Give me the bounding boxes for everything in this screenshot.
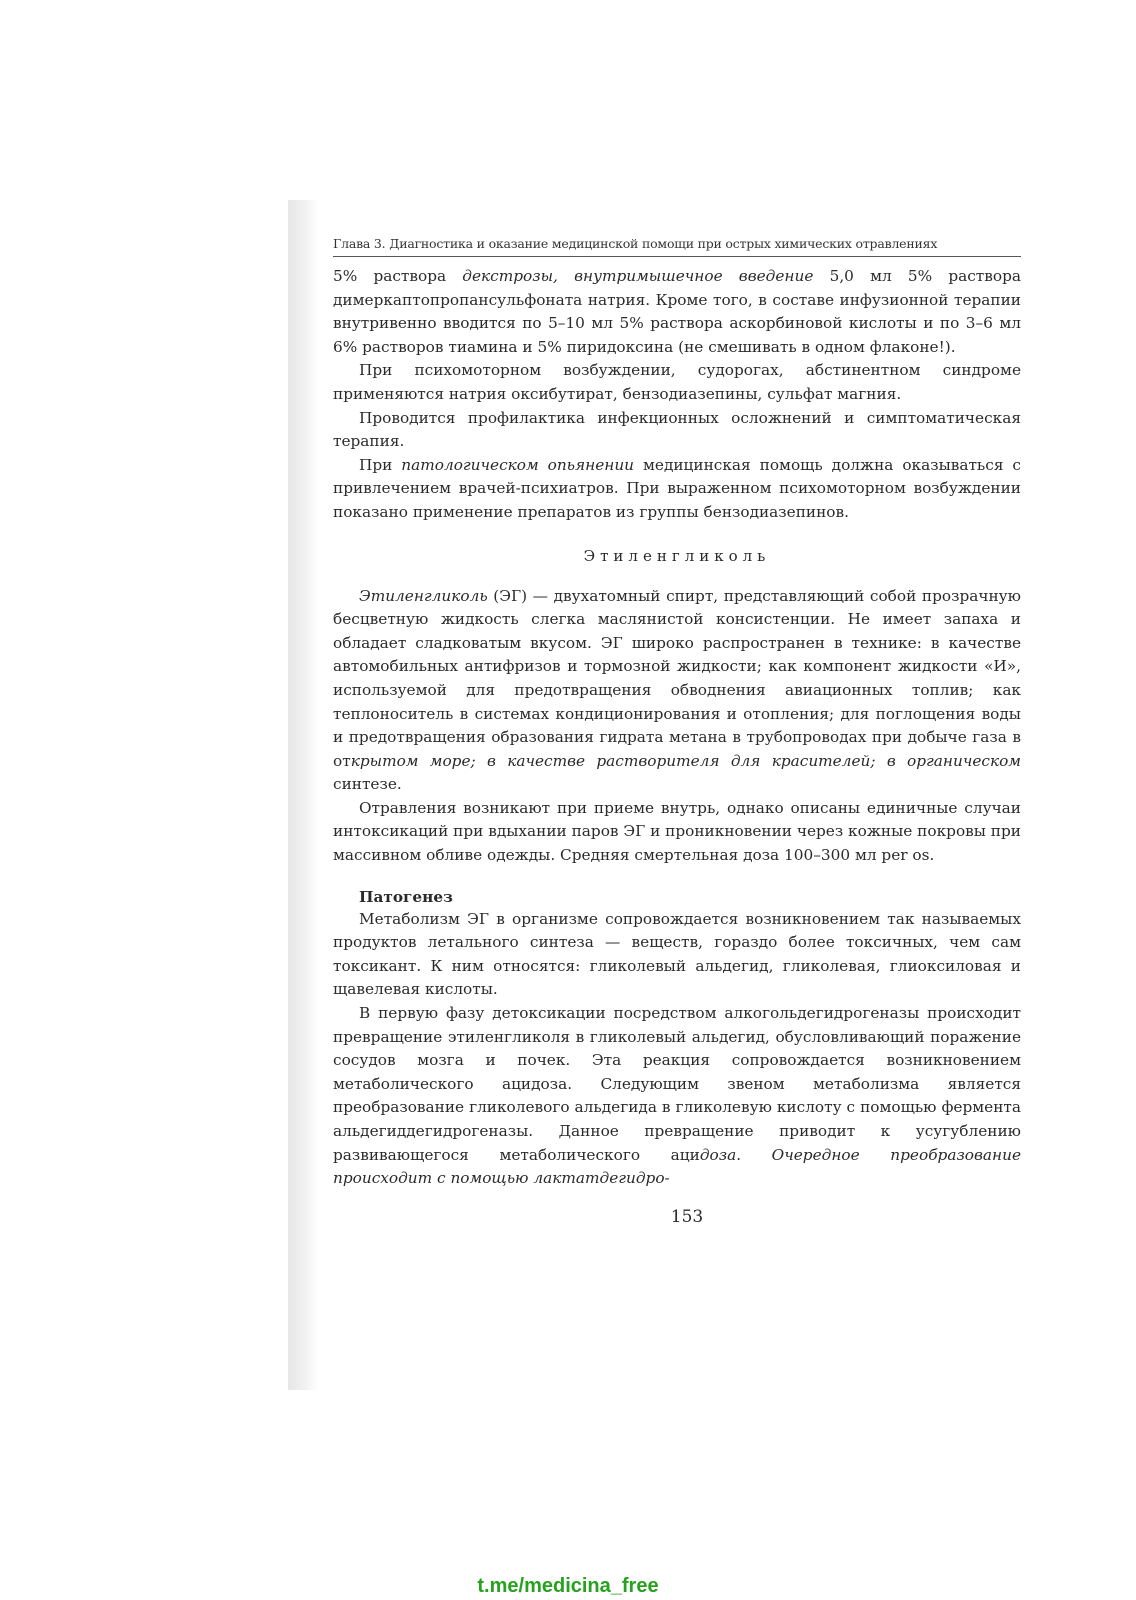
italic-text-run: доза. Очередное преобразование происходит с помощью лактатдегидро-	[333, 1145, 1022, 1188]
page-number: 153	[670, 1206, 704, 1227]
text-run: При	[359, 455, 402, 474]
book-page	[333, 236, 1021, 1227]
italic-text-run: крытом море; в качестве растворителя для красителей; в органическом	[350, 751, 1021, 770]
paragraph-pathogenesis-2	[333, 1002, 1021, 1191]
text-run: 5% раствора	[333, 267, 463, 285]
paragraph-intro-4	[333, 454, 1021, 525]
paragraph-intro-2: При психомоторном возбуждении, судорогах, абстинентном синдроме применяются натрия оксибутират, бензодиазепины, сульфат магния.	[333, 361, 1021, 403]
italic-text-run: декстрозы, внутримышечное введение	[462, 267, 814, 285]
running-head: Глава 3. Диагностика и оказание медицинской помощи при острых химических отравлениях	[333, 236, 1021, 257]
text-run: (ЭГ) — двухатомный спирт, представляющий собой прозрачную бесцветную жидкость слегка маслянистой консистенции. Не имеет запаха и обладает сладковатым вкусом. ЭГ широко распространен в технике: в качестве автомобильных антифризов и тормозной жидкости; как компонент жидкости «И», используемой для предотвращения обводнения авиационных топлив; как теплоноситель в системах кондиционирования и отопления; для поглощения воды и предотвращения образования гидрата метана в трубопроводах при добыче газа в от	[333, 586, 1021, 770]
paragraph-pathogenesis-1: Метаболизм ЭГ в организме сопровождается возникновением так называемых продуктов летального синтеза — веществ, гораздо более токсичных, чем сам токсикант. К ним относятся: гликолевый альдегид, гликолевая, глиоксиловая и щавелевая кислоты.	[333, 909, 1021, 999]
page-gutter-shadow	[288, 200, 318, 1390]
italic-term: Этиленгликоль	[359, 586, 488, 605]
text-run: синтезе.	[333, 775, 402, 794]
italic-text-run: патологическом опьянении	[401, 455, 635, 474]
text-run: 5,0 мл 5% раствора димеркаптопропансульфоната натрия. Кроме того, в составе инфузионной терапии внутривенно вводится по 5–10 мл 5% раствора аскорбиновой кислоты и по 3–6 мл 6% растворов тиамина и 5% пиридоксина (не смешивать в одном флаконе!).	[333, 267, 1021, 356]
telegram-link[interactable]: t.me/medicina_free	[477, 1575, 659, 1597]
section-title: Этиленгликоль	[583, 546, 771, 565]
text-run: В первую фазу детоксикации посредством алкогольдегидрогеназы происходит превращение этиленгликоля в гликолевый альдегид, обусловливающий поражение сосудов мозга и почек. Эта реакция сопровождается возникновением метаболического ацидоза. Следующим звеном метаболизма является преобразование гликолевого альдегида в гликолевую кислоту с помощью фермента альдегиддегидрогеназы. Данное превращение приводит к усугублению развивающегося метаболического аци	[333, 1004, 1021, 1164]
paragraph-intro-3: Проводится профилактика инфекционных осложнений и симптоматическая терапия.	[333, 408, 1021, 451]
paragraph-intro-1	[333, 265, 1021, 359]
paragraph-section-2: Отравления возникают при приеме внутрь, однако описаны единичные случаи интоксикаций при вдыхании паров ЭГ и проникновении через кожные покровы при массивном обливе одежды. Средняя смертельная доза 100–300 мл per os.	[333, 798, 1021, 865]
text-run: медицинская помощь должна оказываться с привлечением врачей-психиатров. При выраженном психомоторном возбуждении показано применение препаратов из группы бензодиазепинов.	[333, 455, 1021, 521]
pathogenesis-heading: Патогенез	[359, 887, 453, 906]
paragraph-section-1	[333, 585, 1021, 797]
